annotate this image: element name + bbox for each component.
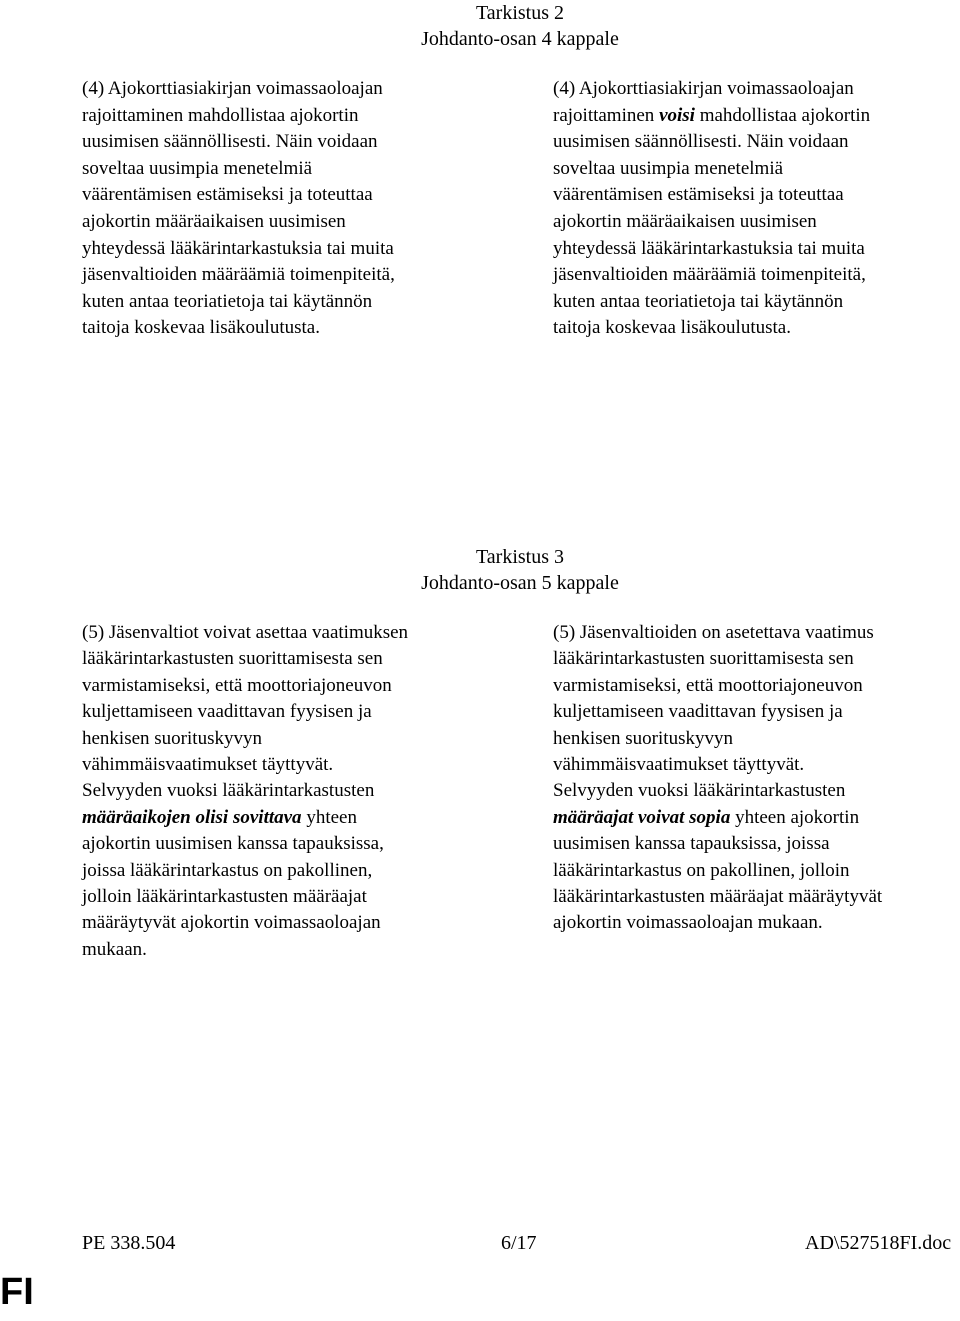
amendment-2-subtitle: Johdanto-osan 4 kappale xyxy=(421,28,619,50)
amendment-3-original-text xyxy=(82,620,502,963)
amended-text-part: mahdollistaa ajokortin uusimisen säännöllisesti. Näin voidaan soveltaa uusimpia menetelmiä väärentämisen estämiseksi ja toteuttaa ajokortin määräaikaisen uusimisen yhteydessä lääkärintarkastuksia tai muita jäsenvaltioiden määräämiä toimenpiteitä, kuten antaa teoriatietoja tai käytännön taitoja koskevaa lisäkoulutusta. xyxy=(553,104,871,339)
amendment-2-title: Tarkistus 2 xyxy=(475,2,565,24)
amended-text-part: (5) Jäsenvaltioiden on asetettava vaatimus lääkärintarkastusten suorittamisesta sen varmistamiseksi, että moottoriajoneuvon kuljettamiseen vaadittavan fyysisen ja henkisen suorituskyvyn vähimmäisvaatimukset täyttyvät. Selvyyden vuoksi lääkärintarkastusten xyxy=(553,622,874,802)
document-filename: AD\527518FI.doc xyxy=(805,1232,952,1254)
original-text-part: (5) Jäsenvaltiot voivat asettaa vaatimuksen lääkärintarkastusten suorittamisesta sen varmistamiseksi, että moottoriajoneuvon kuljettamiseen vaadittavan fyysisen ja henkisen suorituskyvyn vähimmäisvaatimukset täyttyvät. Selvyyden vuoksi lääkärintarkastusten xyxy=(82,622,409,802)
amended-emphasis: määräajat voivat sopia xyxy=(553,806,731,828)
amended-text-part: (4) Ajokorttiasiakirjan voimassaoloajan rajoittaminen xyxy=(553,78,854,126)
amendment-3-title: Tarkistus 3 xyxy=(475,546,565,568)
amended-emphasis: voisi xyxy=(659,104,695,126)
amendment-2-amended-text xyxy=(553,76,960,342)
page-number: 6/17 xyxy=(501,1232,537,1254)
language-code: FI xyxy=(0,1271,34,1313)
original-emphasis: määräaikojen olisi sovittava xyxy=(82,806,302,828)
amendment-3-amended-text xyxy=(553,620,960,937)
document-reference: PE 338.504 xyxy=(82,1232,176,1254)
amended-text-part: yhteen ajokortin uusimisen kanssa tapauksissa, joissa lääkärintarkastus on pakollinen, jolloin lääkärintarkastusten määräajat määräytyvät ajokortin voimassaoloajan mukaan. xyxy=(553,806,883,934)
amendment-2-original-text: (4) Ajokorttiasiakirjan voimassaoloajan rajoittaminen mahdollistaa ajokortin uusimisen säännöllisesti. Näin voidaan soveltaa uusimpia menetelmiä väärentämisen estämiseksi ja toteuttaa ajokortin määräaikaisen uusimisen yhteydessä lääkärintarkastuksia tai muita jäsenvaltioiden määräämiä toimenpiteitä, kuten antaa teoriatietoja tai käytännön taitoja koskevaa lisäkoulutusta. xyxy=(82,78,395,339)
amendment-3-subtitle: Johdanto-osan 5 kappale xyxy=(421,572,619,594)
original-text-part: yhteen ajokortin uusimisen kanssa tapauksissa, joissa lääkärintarkastus on pakollinen, jolloin lääkärintarkastusten määräajat määräytyvät ajokortin voimassaoloajan mukaan. xyxy=(82,806,384,960)
